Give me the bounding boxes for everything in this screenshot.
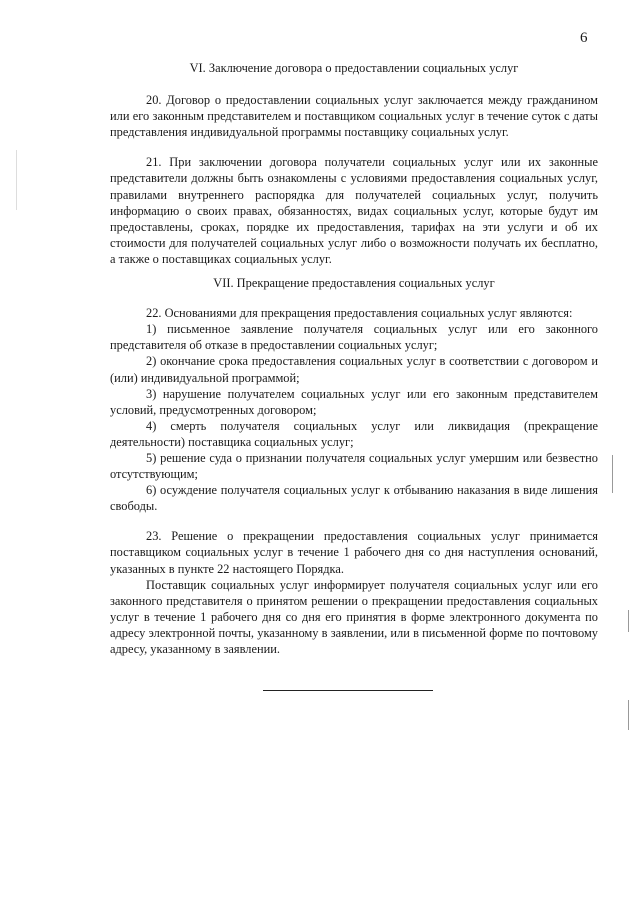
scan-edge-mark	[628, 700, 629, 730]
paragraph-23: 23. Решение о прекращении предоставления социальных услуг принимается поставщиком социальных услуг в течение 1 рабочего дня со дня наступления оснований, указанных в пункте 22 настоящего Порядка.	[110, 529, 598, 576]
paragraph-23-notice: Поставщик социальных услуг информирует получателя социальных услуг или его законного представителя о принятом решении о прекращении предоставления социальных услуг в течение 1 рабочего дня со дня его принятия в форме электронного документа по адресу электронной почты, указанному в заявлении, или в письменной форме по почтовому адресу, указанному в заявлении.	[110, 577, 598, 656]
end-divider-line	[263, 690, 433, 691]
list-item: 6) осуждение получателя социальных услуг к отбыванию наказания в виде лишения свободы.	[110, 483, 598, 514]
section-7-title: VII. Прекращение предоставления социальных услуг	[213, 276, 495, 291]
paragraph-22-intro: 22. Основаниями для прекращения предоставления социальных услуг являются:	[146, 306, 573, 321]
list-item: 4) смерть получателя социальных услуг или ликвидация (прекращение деятельности) поставщика социальных услуг;	[110, 418, 598, 449]
paragraph-20: 20. Договор о предоставлении социальных услуг заключается между гражданином или его законным представителем и поставщиком социальных услуг в течение суток с даты представления индивидуальной программы поставщику социальных услуг.	[110, 93, 598, 140]
list-item: 5) решение суда о признании получателя социальных услуг умершим или безвестно отсутствующим;	[110, 450, 598, 482]
scan-edge-mark	[16, 150, 17, 210]
scan-edge-mark	[628, 610, 629, 632]
list-item: 1) письменное заявление получателя социальных услуг или его законного представителя об отказе в предоставлении социальных услуг;	[110, 322, 598, 353]
list-item: 2) окончание срока предоставления социальных услуг в соответствии с договором и (или) индивидуальной программой;	[110, 354, 598, 385]
termination-grounds-list	[110, 321, 598, 514]
list-item: 3) нарушение получателем социальных услуг или его законным представителем условий, предусмотренных договором;	[110, 386, 598, 417]
section-6-title: VI. Заключение договора о предоставлении социальных услуг	[189, 61, 519, 75]
document-body	[110, 60, 598, 657]
scan-edge-mark	[612, 455, 613, 493]
page-number: 6	[580, 30, 588, 46]
paragraph-21: 21. При заключении договора получатели социальных услуг или их законные представители должны быть ознакомлены с условиями предоставления социальных услуг, правилами внутреннего распорядка для получателей социальных услуг, получить информацию о своих правах, обязанностях, видах социальных услуг, которые будут им предоставлены, сроках, порядке их предоставления, тарифах на эти услуги и об их стоимости для получателей социальных услуг либо о возможности получать их бесплатно, а также о поставщиках социальных услуг.	[110, 155, 598, 266]
